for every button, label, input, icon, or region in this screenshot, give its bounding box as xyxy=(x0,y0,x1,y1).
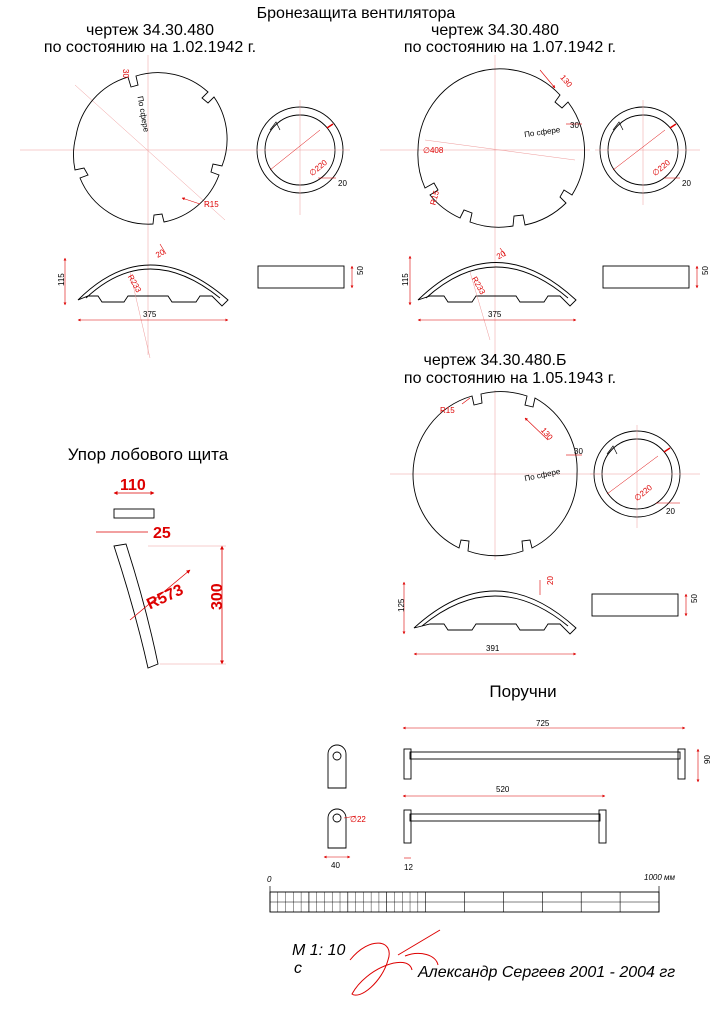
rails-detail xyxy=(324,682,712,872)
dim-r15: R15 xyxy=(428,189,441,207)
dim-h50-3: 50 xyxy=(690,594,699,603)
drawing-3-subtitle: по состоянию на 1.05.1943 г. xyxy=(403,370,617,387)
footer xyxy=(292,930,675,995)
rail-long xyxy=(410,752,680,759)
dim-w375: 375 xyxy=(143,310,157,319)
scale-bar xyxy=(267,873,676,912)
note-sphere-2: По сфере xyxy=(523,125,561,140)
dim-12: 12 xyxy=(404,863,413,872)
drawing-1943-05 xyxy=(390,352,700,654)
scale-end: 1000 мм xyxy=(644,873,675,882)
dome-3 xyxy=(414,591,576,634)
dim-r15: R15 xyxy=(204,200,219,209)
side-rect-2 xyxy=(603,266,689,288)
scale-ticks xyxy=(270,892,659,912)
dim-r233-2: R233 xyxy=(469,275,488,297)
stop-plate xyxy=(114,509,154,518)
note-sphere: По сфере xyxy=(135,95,151,133)
dim-s20-3: 20 xyxy=(546,576,555,585)
dim-h50-2: 50 xyxy=(701,266,710,275)
dim-t20-3: 20 xyxy=(666,507,675,516)
dim-h50: 50 xyxy=(356,266,365,275)
dim-30: 30 xyxy=(570,121,579,130)
scale-zero: 0 xyxy=(267,875,272,884)
rails-title: Поручни xyxy=(489,682,557,701)
dim-s20-2: 20 xyxy=(495,248,508,262)
dome-2 xyxy=(418,263,576,307)
dim-t20: 20 xyxy=(338,179,347,188)
dim-r233: R233 xyxy=(125,273,144,295)
stop-detail xyxy=(68,445,229,668)
dim-h115-2: 115 xyxy=(401,273,410,286)
stop-title: Упор лобового щита xyxy=(67,445,229,464)
scale-c: с xyxy=(294,960,302,977)
dim-40: 40 xyxy=(331,861,340,870)
dim-725: 725 xyxy=(536,719,550,728)
note-sphere-3: По сфере xyxy=(523,466,562,484)
rail-short xyxy=(410,814,600,821)
dim-90: 90 xyxy=(703,755,712,764)
dim-30-3: 30 xyxy=(574,447,583,456)
dim-25: 25 xyxy=(153,525,171,542)
drawing-1942-02 xyxy=(20,22,365,358)
dim-300: 300 xyxy=(209,583,226,610)
dim-30: 30 xyxy=(121,69,130,78)
dim-w375-2: 375 xyxy=(488,310,502,319)
dim-w391: 391 xyxy=(486,644,500,653)
bracket-bottom xyxy=(328,809,346,848)
dim-d220-2: ∅220 xyxy=(650,157,673,178)
drawing-2-title: чертеж 34.30.480 xyxy=(431,22,559,39)
drawing-1-title: чертеж 34.30.480 xyxy=(86,22,214,39)
side-rect-1 xyxy=(258,266,344,288)
dim-t20-2: 20 xyxy=(682,179,691,188)
dim-110: 110 xyxy=(120,477,146,494)
sheet-title: Бронезащита вентилятора xyxy=(256,5,456,22)
author: Александр Сергеев 2001 - 2004 гг xyxy=(418,964,676,981)
dim-d408: ∅408 xyxy=(423,146,444,155)
dome-1 xyxy=(78,265,228,306)
dim-d220: ∅220 xyxy=(307,157,330,178)
bracket-top xyxy=(328,745,346,788)
dim-130: 130 xyxy=(558,73,574,90)
dim-s20: 20 xyxy=(154,247,167,260)
dim-r573: R573 xyxy=(144,581,187,614)
dim-h125: 125 xyxy=(397,598,406,612)
dim-130-3: 130 xyxy=(538,425,555,442)
side-rect-3 xyxy=(592,594,678,616)
dim-h115: 115 xyxy=(57,273,66,286)
dim-r15-3: R15 xyxy=(440,406,455,415)
drawing-3-title: чертеж 34.30.480.Б xyxy=(423,352,567,369)
scale-ratio: М 1: 10 xyxy=(292,942,346,959)
dim-520: 520 xyxy=(496,785,510,794)
dim-d220-3: ∅220 xyxy=(632,482,655,503)
dim-d22: ∅22 xyxy=(350,815,366,824)
signature xyxy=(350,930,440,995)
drawing-1942-07 xyxy=(380,22,710,355)
drawing-1-subtitle: по состоянию на 1.02.1942 г. xyxy=(43,39,257,56)
drawing-2-subtitle: по состоянию на 1.07.1942 г. xyxy=(403,39,617,56)
